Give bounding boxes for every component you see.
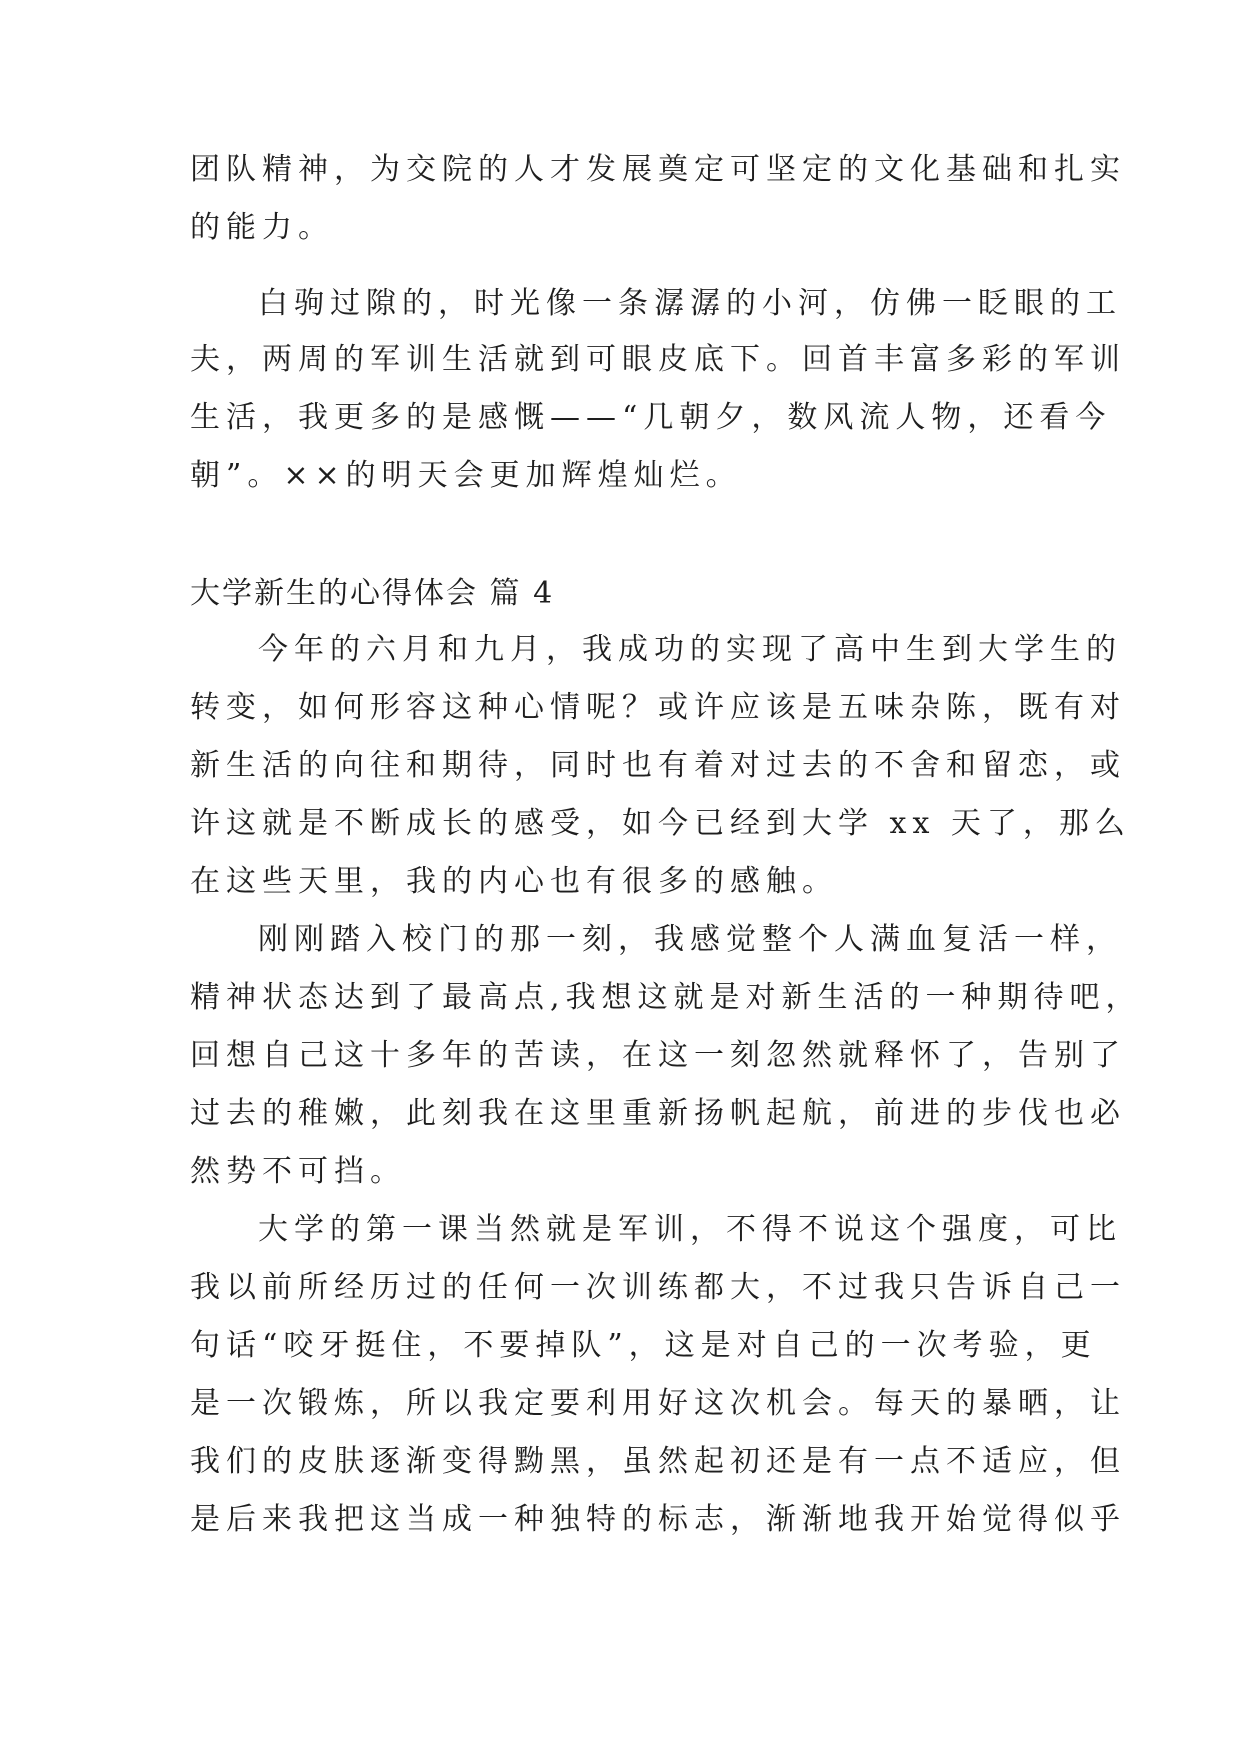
paragraph-line: 我以前所经历过的任何一次训练都大，不过我只告诉自己一 [190,1270,1126,1305]
paragraph-line: 过去的稚嫩，此刻我在这里重新扬帆起航，前进的步伐也必 [190,1096,1126,1131]
paragraph-line: 生活，我更多的是感慨——“几朝夕，数风流人物，还看今 [190,400,1112,435]
paragraph-line: 精神状态达到了最高点,我想这就是对新生活的一种期待吧， [190,980,1142,1015]
section-title: 大学新生的心得体会 篇 4 [190,576,555,611]
paragraph-line: 大学的第一课当然就是军训，不得不说这个强度，可比 [258,1212,1122,1247]
paragraph-line: 许这就是不断成长的感受，如今已经到大学 xx 天了，那么 [190,806,1131,841]
paragraph-line: 是后来我把这当成一种独特的标志，渐渐地我开始觉得似乎 [190,1502,1126,1537]
paragraph-line: 转变，如何形容这种心情呢？或许应该是五味杂陈，既有对 [190,690,1126,725]
paragraph-line: 团队精神，为交院的人才发展奠定可坚定的文化基础和扎实 [190,152,1126,187]
paragraph-line: 白驹过隙的，时光像一条潺潺的小河，仿佛一眨眼的工 [258,286,1122,321]
paragraph-line: 在这些天里，我的内心也有很多的感触。 [190,864,838,899]
paragraph-line: 的能力。 [190,210,334,245]
paragraph-line: 刚刚踏入校门的那一刻，我感觉整个人满血复活一样， [258,922,1122,957]
paragraph-line: 是一次锻炼，所以我定要利用好这次机会。每天的暴晒，让 [190,1386,1126,1421]
paragraph-line: 今年的六月和九月，我成功的实现了高中生到大学生的 [258,632,1122,667]
paragraph-line: 朝”。××的明天会更加辉煌灿烂。 [190,458,742,493]
paragraph-line: 句话“咬牙挺住，不要掉队”，这是对自己的一次考验，更 [190,1328,1097,1363]
paragraph-line: 回想自己这十多年的苦读，在这一刻忽然就释怀了，告别了 [190,1038,1126,1073]
paragraph-line: 新生活的向往和期待，同时也有着对过去的不舍和留恋，或 [190,748,1126,783]
paragraph-line: 我们的皮肤逐渐变得黝黑，虽然起初还是有一点不适应，但 [190,1444,1126,1479]
paragraph-line: 夫，两周的军训生活就到可眼皮底下。回首丰富多彩的军训 [190,342,1126,377]
paragraph-line: 然势不可挡。 [190,1154,406,1189]
